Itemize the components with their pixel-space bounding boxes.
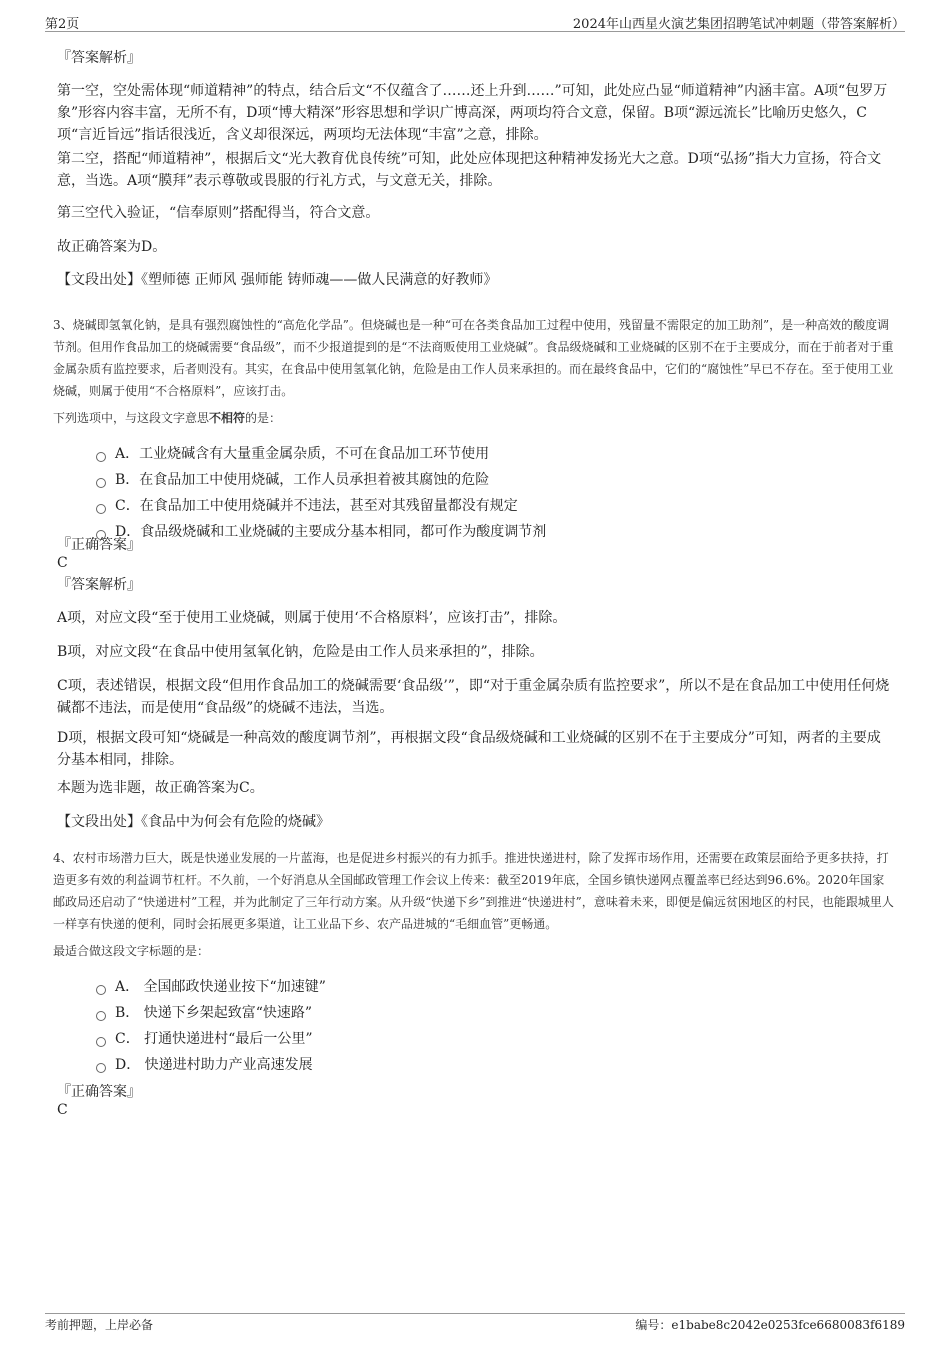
question-4-option-c[interactable]: C． 打通快递进村“最后一公里” (96, 1029, 312, 1049)
radio-button[interactable] (96, 1011, 106, 1021)
analysis-paragraph: A项，对应文段“至于使用工业烧碱，则属于使用‘不合格原料’，应该打击”，排除。 (57, 610, 567, 626)
question-4-passage: 4、农村市场潜力巨大，既是快递业发展的一片蓝海，也是促进乡村振兴的有力抓手。推进快递进村，除了发挥市场作用，还需要在政策层面给予更多扶持，打造更多有效的利益调节杠杆。不久前，一个好消息从全国邮政管理工作会议上传来：截至2019年底，全国乡镇快递网点覆盖率已经达到96.6%。2020年国家邮政局还启动了“快递进村”工程，并为此制定了三年行动方案。从升级“快递下乡”到推进“快递进村”，意味着未来，即便是偏远贫困地区的村民，也能跟城里人一样享有快递的便利，同时会拓展更多渠道，让工业品下乡、农产品进城的“毛细血管”更畅通。 (53, 851, 894, 931)
question-3-option-b[interactable]: B．在食品加工中使用烧碱，工作人员承担着被其腐蚀的危险 (96, 470, 489, 490)
radio-button[interactable] (96, 504, 106, 514)
analysis-paragraph: B项，对应文段“在食品中使用氢氧化钠，危险是由工作人员来承担的”，排除。 (57, 644, 544, 660)
footer-slogan: 考前押题，上岸必备 (45, 1318, 154, 1332)
analysis-paragraph: 故正确答案为D。 (57, 239, 167, 255)
question-3-option-d[interactable]: D．食品级烧碱和工业烧碱的主要成分基本相同，都可作为酸度调节剂 (96, 522, 546, 542)
analysis-paragraph: 第三空代入验证，“信奉原则”搭配得当，符合文意。 (57, 205, 380, 221)
analysis-label: 『答案解析』 (57, 50, 141, 66)
radio-button[interactable] (96, 1037, 106, 1047)
analysis-paragraph: D项，根据文段可知“烧碱是一种高效的酸度调节剂”，再根据文段“食品级烧碱和工业烧碱的区别不在于主要成分”可知，两者的主要成分基本相同，排除。 (57, 730, 881, 768)
question-3-option-c[interactable]: C．在食品加工中使用烧碱并不违法，甚至对其残留量都没有规定 (96, 496, 518, 516)
question-3-prompt: 下列选项中，与这段文字意思不相符的是： (53, 411, 282, 425)
source-citation: 【文段出处】《塑师德 正师风 强师能 铸师魂——做人民满意的好教师》 (57, 272, 498, 288)
analysis-paragraph: 第一空，空处需体现“师道精神”的特点，结合后文“不仅蕴含了……还上升到……”可知，此处应凸显“师道精神”内涵丰富。A项“包罗万象”形容内容丰富，无所不有，D项“博大精深”形容思想和学识广博高深，两项均符合文意，保留。B项“源远流长”比喻历史悠久，C项“言近旨远”指话很浅近，含义却很深远，两项均无法体现“丰富”之意，排除。 (57, 83, 888, 143)
question-4-option-d[interactable]: D． 快递进村助力产业高速发展 (96, 1055, 313, 1075)
question-3-option-a[interactable]: A．工业烧碱含有大量重金属杂质，不可在食品加工环节使用 (96, 444, 489, 464)
document-id: 编号：e1babe8c2042e0253fce6680083f6189 (635, 1318, 905, 1332)
question-4-option-a[interactable]: A． 全国邮政快递业按下“加速键” (96, 977, 326, 997)
question-4-option-b[interactable]: B． 快递下乡架起致富“快速路” (96, 1003, 312, 1023)
analysis-paragraph: 本题为选非题，故正确答案为C。 (57, 780, 264, 796)
source-citation: 【文段出处】《食品中为何会有危险的烧碱》 (57, 814, 330, 830)
correct-answer: C (57, 555, 68, 571)
correct-answer-label: 『正确答案』 (57, 537, 141, 553)
analysis-paragraph: C项，表述错误，根据文段“但用作食品加工的烧碱需要‘食品级’”，即“对于重金属杂质有监控要求”，所以不是在食品加工中使用任何烧碱都不违法，而是使用“食品级”的烧碱不违法，当选。 (57, 678, 890, 716)
page-footer (45, 1313, 905, 1332)
radio-button[interactable] (96, 985, 106, 995)
radio-button[interactable] (96, 1063, 106, 1073)
question-4-prompt: 最适合做这段文字标题的是： (53, 944, 210, 958)
analysis-paragraph: 第二空，搭配“师道精神”，根据后文“光大教育优良传统”可知，此处应体现把这种精神发扬光大之意。D项“弘扬”指大力宣扬，符合文意，当选。A项“膜拜”表示尊敬或畏服的行礼方式，与文意无关，排除。 (57, 151, 882, 189)
page-header (45, 13, 905, 32)
page-number: 第2页 (45, 17, 80, 32)
radio-button[interactable] (96, 478, 106, 488)
correct-answer: C (57, 1102, 68, 1118)
analysis-label: 『答案解析』 (57, 577, 141, 593)
document-title: 2024年山西星火演艺集团招聘笔试冲刺题（带答案解析） (572, 17, 905, 32)
question-3-passage: 3、烧碱即氢氧化钠，是具有强烈腐蚀性的“高危化学品”。但烧碱也是一种“可在各类食品加工过程中使用，残留量不需限定的加工助剂”，是一种高效的酸度调节剂。但用作食品加工的烧碱需要“食品级”，而不少报道提到的是“不法商贩使用工业烧碱”。食品级烧碱和工业烧碱的区别不在于主要成分，而在于前者对于重金属杂质有监控要求，后者则没有。其实，在食品中使用氢氧化钠，危险是由工作人员来承担的。而在最终食品中，它们的“腐蚀性”早已不存在。至于使用工业烧碱，则属于使用“不合格原料”，应该打击。 (53, 318, 894, 398)
radio-button[interactable] (96, 452, 106, 462)
correct-answer-label: 『正确答案』 (57, 1084, 141, 1100)
